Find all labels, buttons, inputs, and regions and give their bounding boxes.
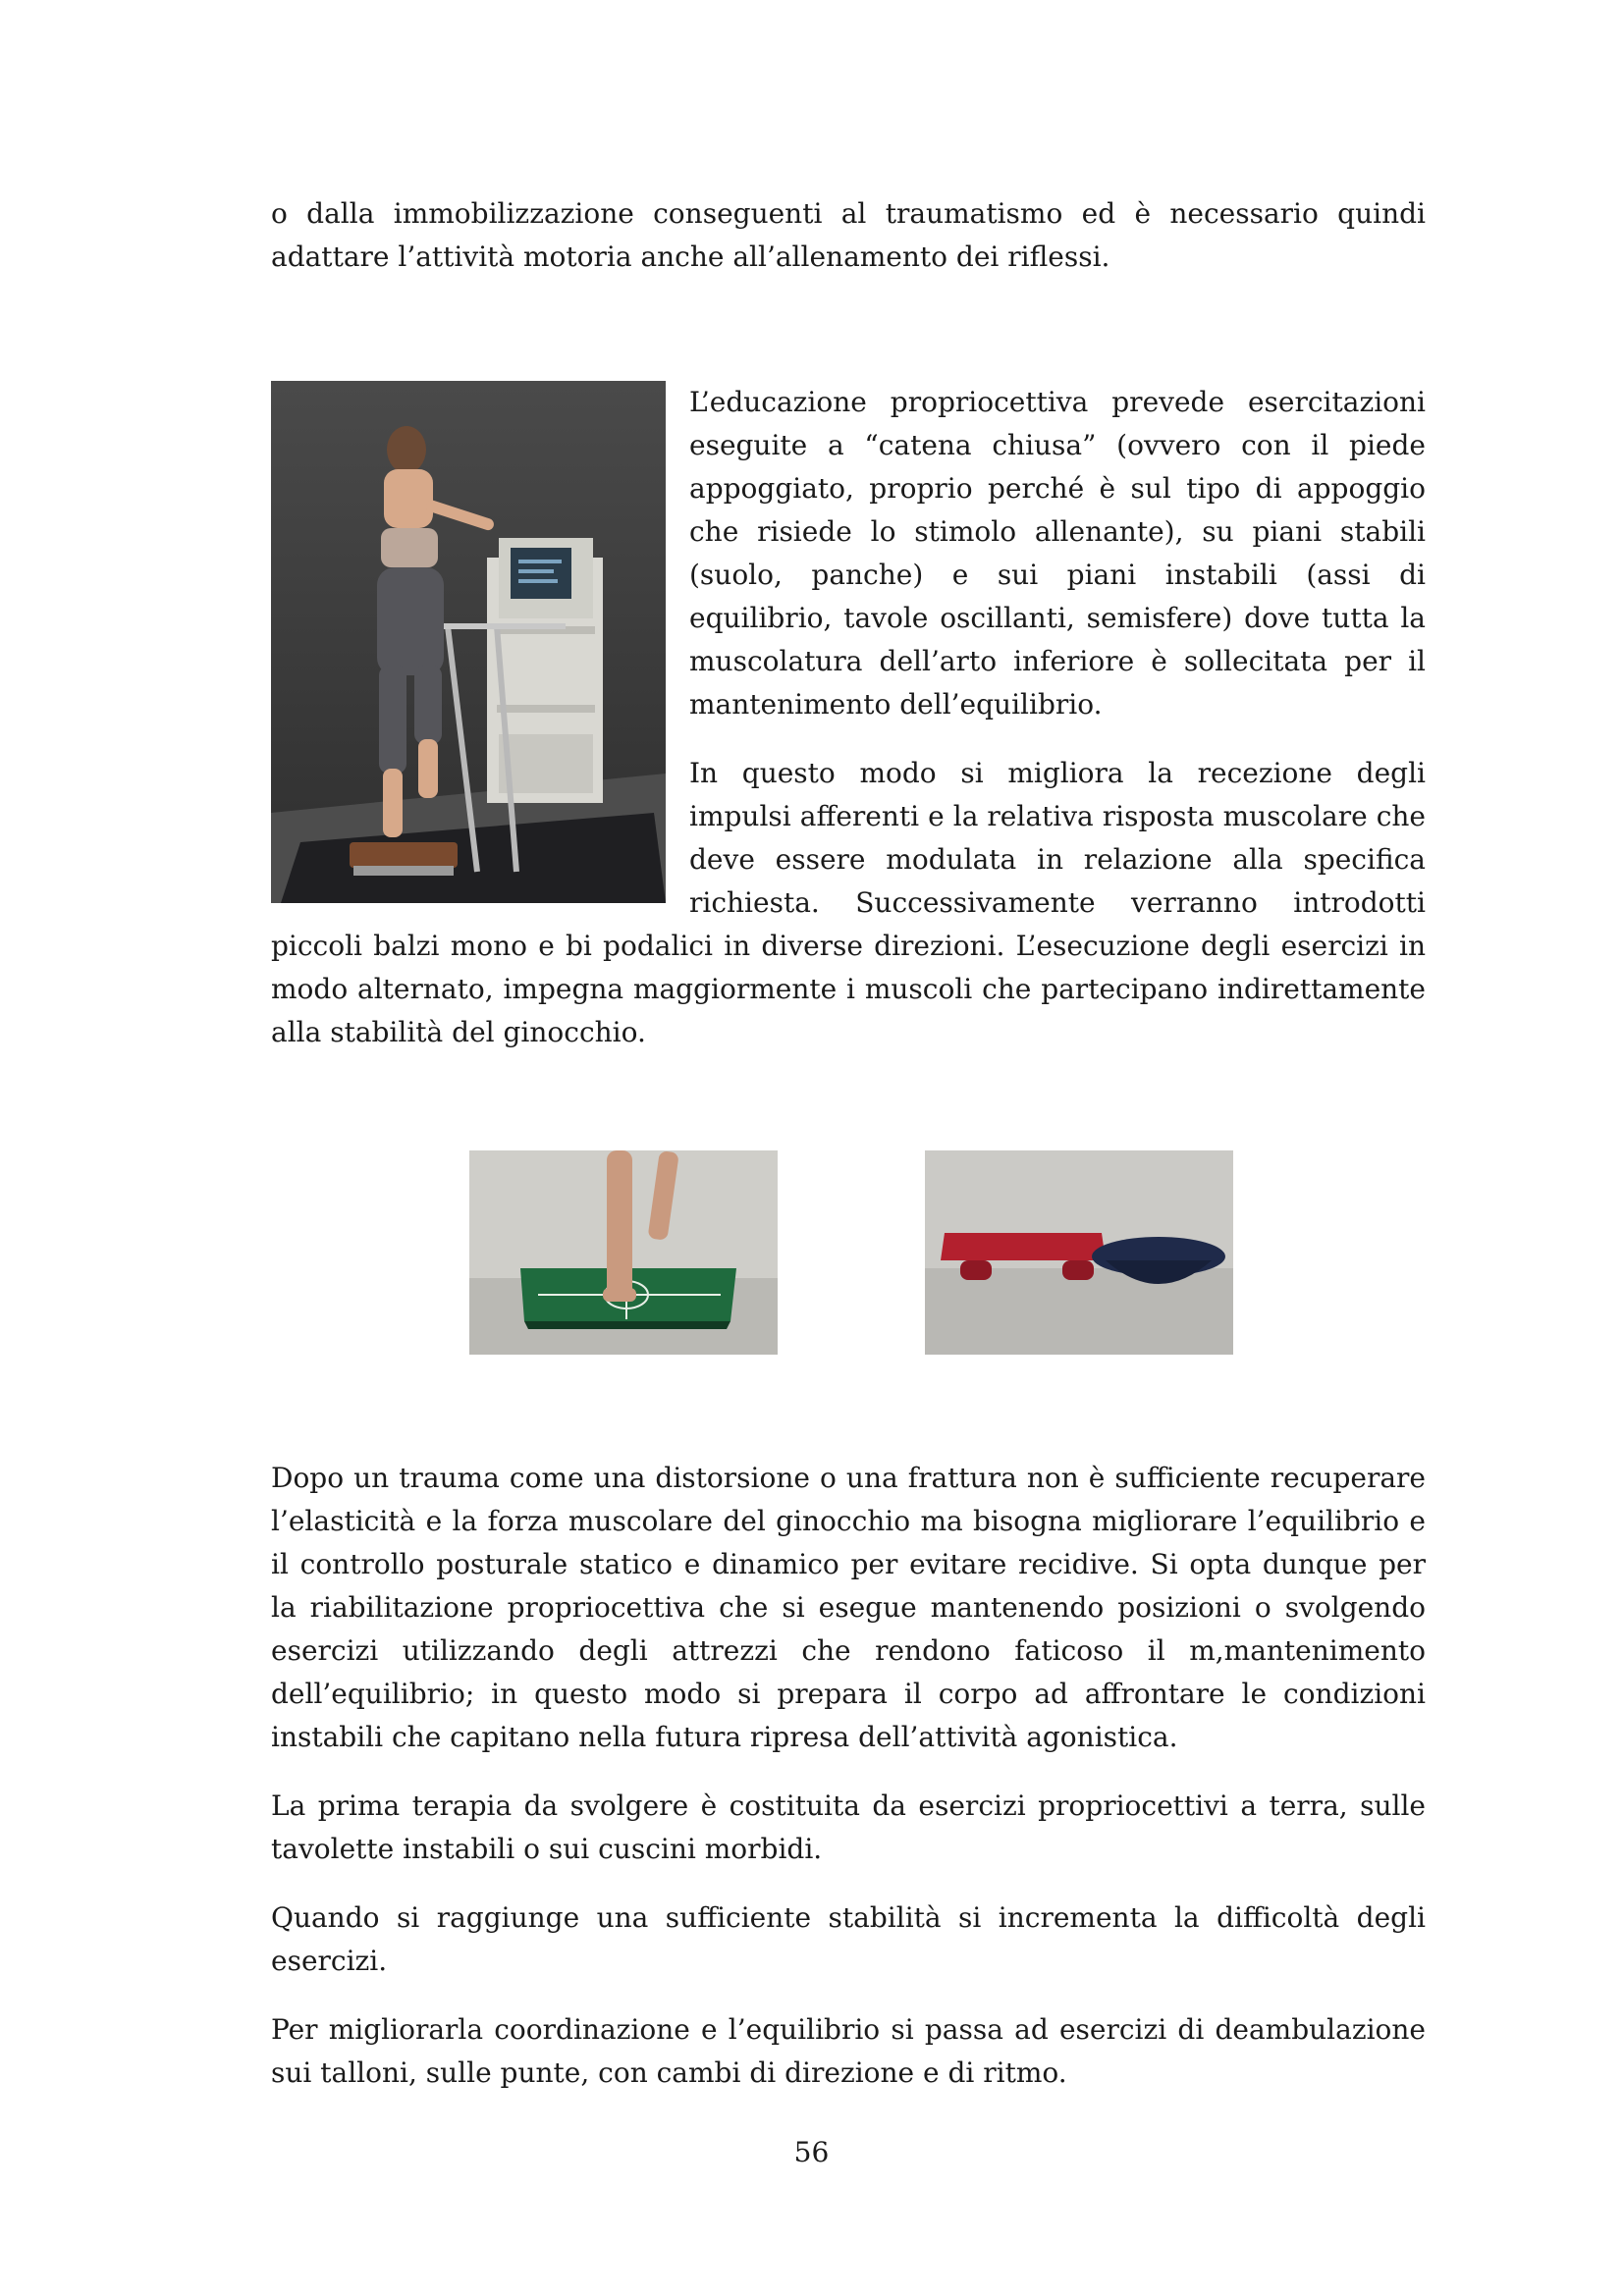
coordination-paragraph: Per migliorarla coordinazione e l’equilibrio si passa ad esercizi di deambulazione sui talloni, sulle punte, con cambi di direzione e di ritmo.	[271, 2013, 1426, 2089]
wrapped-text-block	[271, 381, 1426, 1080]
proprioceptive-education-paragraph: L’educazione propriocettiva prevede esercitazioni eseguite a “catena chiusa” (ovvero con il piede appoggiato, proprio perché è sul tipo di appoggio che risiede lo stimolo allenante), su piani stabili (suolo, panche) e sui piani instabili (assi di equilibrio, tavole oscillanti, semisfere) dove tutta la muscolatura dell’arto inferiore è sollecitata per il mantenimento dell’equilibrio.	[689, 386, 1426, 721]
trauma-recovery-paragraph: Dopo un trauma come una distorsione o una frattura non è sufficiente recuperare l’elasticità e la forza muscolare del ginocchio ma bisogna migliorare l’equilibrio e il controllo posturale statico e dinamico per evitare recidive. Si opta dunque per la riabilitazione propriocettiva che si esegue mantenendo posizioni o svolgendo esercizi utilizzando degli attrezzi che rendono faticoso il m,mantenimento dell’equilibrio; in questo modo si prepara il corpo ad affrontare le condizioni instabili che capitano nella futura ripresa dell’attività agonistica.	[271, 1462, 1426, 1753]
balance-board-foot-photo	[469, 1150, 778, 1355]
page-number: 56	[793, 2136, 830, 2168]
stability-paragraph: Quando si raggiunge una sufficiente stabilità si incrementa la difficoltà degli esercizi.	[271, 1901, 1426, 1977]
intro-paragraph: o dalla immobilizzazione conseguenti al traumatismo ed è necessario quindi adattare l’attività motoria anche all’allenamento dei riflessi.	[271, 197, 1426, 273]
impulse-reception-paragraph: In questo modo si migliora la recezione degli impulsi afferenti e la relativa risposta muscolare che deve essere modulata in relazione alla specifica richiesta. Successivamente verranno introdotti piccoli balzi mono e bi podalici in diverse direzioni. L’esecuzione degli esercizi in modo alternato, impegna maggiormente i muscoli che partecipano indirettamente alla stabilità del ginocchio.	[271, 757, 1426, 1048]
wobble-boards-photo	[925, 1150, 1233, 1355]
proprioceptive-station-photo	[271, 381, 666, 903]
first-therapy-paragraph: La prima terapia da svolgere è costituita da esercizi propriocettivi a terra, sulle tavolette instabili o sui cuscini morbidi.	[271, 1789, 1426, 1865]
rehabilitation-section	[271, 1457, 1426, 2120]
